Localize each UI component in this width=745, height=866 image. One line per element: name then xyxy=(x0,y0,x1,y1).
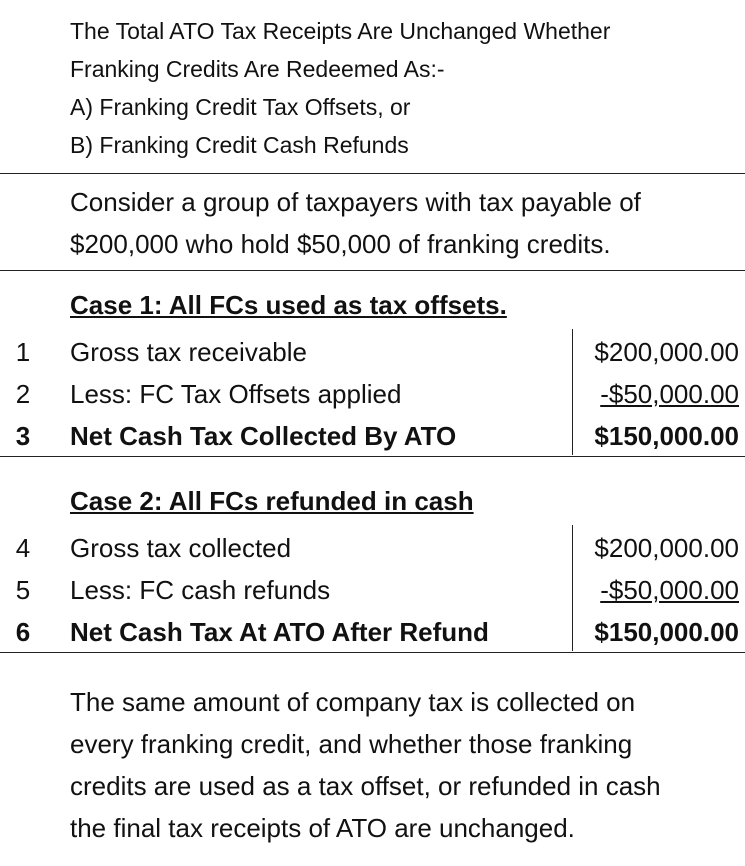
row-label: Gross tax collected xyxy=(70,533,292,563)
divider xyxy=(0,652,745,653)
intro-line: The Total ATO Tax Receipts Are Unchanged Whether xyxy=(70,18,611,44)
row-number: 2 xyxy=(15,379,31,409)
row-amount: $150,000.00 xyxy=(594,617,739,647)
row-amount: $150,000.00 xyxy=(594,421,739,451)
table-row-total xyxy=(0,611,745,653)
row-label: Less: FC cash refunds xyxy=(70,575,331,605)
divider xyxy=(0,270,745,271)
row-label: Less: FC Tax Offsets applied xyxy=(70,379,402,409)
intro-line: A) Franking Credit Tax Offsets, or xyxy=(70,94,411,120)
row-label: Net Cash Tax At ATO After Refund xyxy=(70,617,489,647)
row-amount: -$50,000.00 xyxy=(600,379,739,409)
case1-title: Case 1: All FCs used as tax offsets. xyxy=(70,290,507,320)
intro-line: B) Franking Credit Cash Refunds xyxy=(70,132,409,158)
closing-line: credits are used as a tax offset, or refunded in cash xyxy=(70,771,661,801)
premise-line: Consider a group of taxpayers with tax payable of xyxy=(70,187,641,217)
row-amount: -$50,000.00 xyxy=(600,575,739,605)
case2-title: Case 2: All FCs refunded in cash xyxy=(70,486,474,516)
row-amount: $200,000.00 xyxy=(594,533,739,563)
row-number: 3 xyxy=(15,421,31,451)
divider xyxy=(0,456,745,457)
closing-line: every franking credit, and whether those franking xyxy=(70,729,633,759)
row-number: 1 xyxy=(15,337,31,367)
table-row-total xyxy=(0,415,745,457)
table-row xyxy=(0,569,745,611)
divider xyxy=(0,173,745,174)
row-number: 5 xyxy=(15,575,31,605)
row-number: 6 xyxy=(15,617,31,647)
closing-line: the final tax receipts of ATO are unchanged. xyxy=(70,813,575,843)
row-number: 4 xyxy=(15,533,31,563)
premise-line: $200,000 who hold $50,000 of franking credits. xyxy=(70,229,611,259)
row-amount: $200,000.00 xyxy=(594,337,739,367)
row-label: Net Cash Tax Collected By ATO xyxy=(70,421,457,451)
table-row xyxy=(0,331,745,373)
table-row xyxy=(0,373,745,415)
row-label: Gross tax receivable xyxy=(70,337,307,367)
closing-line: The same amount of company tax is collected on xyxy=(70,687,636,717)
table-row xyxy=(0,527,745,569)
intro-line: Franking Credits Are Redeemed As:- xyxy=(70,56,445,82)
